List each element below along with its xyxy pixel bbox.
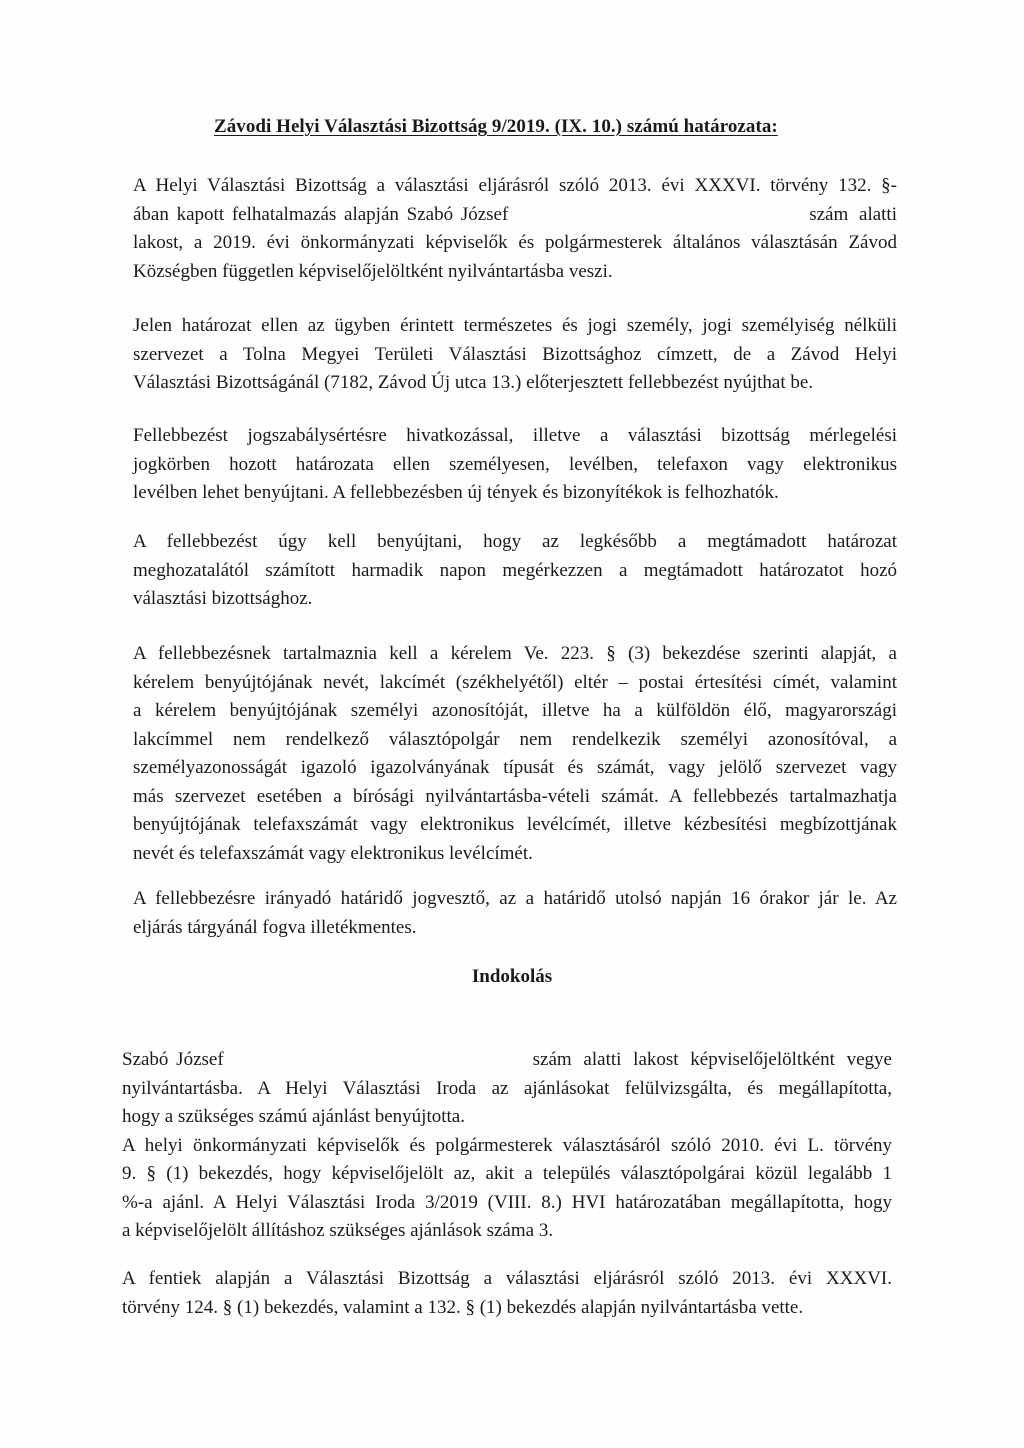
conclusion-paragraph [122, 1265, 892, 1322]
text-line: szervezet a Tolna Megyei Területi Választási Bizottsághoz címzett, de a Závod Helyi [133, 343, 897, 365]
text-line: A fellebbezésnek tartalmaznia kell a kérelem Ve. 223. § (3) bekezdése szerinti alapját, a [133, 643, 897, 664]
text-line: eljárás tárgyánál fogva illetékmentes. [133, 916, 417, 938]
text-line: kérelem benyújtójának nevét, lakcímét (székhelyétől) eltér – postai értesítési címét, valamint [133, 671, 897, 693]
text-line: nyilvántartásba. A Helyi Választási Iroda az ajánlásokat felülvizsgálta, és megállapította, [122, 1077, 892, 1099]
text-line-part: szám alatti lakost képviselőjelöltként vegye [532, 1049, 892, 1070]
text-line: meghozatalától számított harmadik napon megérkezzen a megtámadott határozatot hozó [133, 559, 897, 581]
appeal-deadline-paragraph [133, 528, 897, 614]
text-line: lakcímmel nem rendelkező választópolgár nem rendelkezik személyi azonosítóval, a [133, 728, 897, 750]
text-line: hogy a szükséges számú ajánlást benyújtotta. [122, 1106, 465, 1127]
text-line: a kérelem benyújtójának személyi azonosítóját, illetve ha a külföldön élő, magyarországi [133, 700, 897, 721]
text-line: jogkörben hozott határozata ellen személyesen, levélben, telefaxon vagy elektronikus [133, 453, 897, 475]
text-line: A fentiek alapján a Választási Bizottság a választási eljárásról szóló 2013. évi XXXVI. [122, 1268, 892, 1289]
text-line: benyújtójának telefaxszámát vagy elektronikus levélcímét, illetve kézbesítési megbízottjának [133, 814, 897, 835]
text-line: A fellebbezésre irányadó határidő jogvesztő, az a határidő utolsó napján 16 órakor jár le. Az [133, 888, 897, 909]
text-line: Községben független képviselőjelöltként nyilvántartásba veszi. [133, 260, 613, 282]
text-line: Választási Bizottságánál (7182, Závod Új utca 13.) előterjesztett fellebbezést nyújthat be. [133, 372, 814, 393]
text-line: más szervezet esetében a bírósági nyilvántartásba-vételi számát. A fellebbezés tartalmazhatja [133, 785, 897, 807]
text-line: A helyi önkormányzati képviselők és polgármesterek választásáról szóló 2010. évi L. törvény [122, 1134, 892, 1156]
appeal-grounds-paragraph [133, 422, 897, 508]
text-line-part: szám alatti [809, 203, 897, 225]
text-line: lakost, a 2019. évi önkormányzati képviselők és polgármesterek általános választásán Závod [133, 232, 897, 253]
text-line: 9. § (1) bekezdés, hogy képviselőjelölt az, akit a település választópolgárai közül legalább 1 [122, 1163, 892, 1184]
text-line: %-a ajánl. A Helyi Választási Iroda 3/2019 (VIII. 8.) HVI határozatában megállapította, hogy [122, 1191, 892, 1213]
text-line: levélben lehet benyújtani. A fellebbezésben új tények és bizonyítékok is felhozhatók. [133, 482, 779, 503]
reasoning-heading: Indokolás [471, 966, 553, 987]
text-line: A Helyi Választási Bizottság a választási eljárásról szóló 2013. évi XXXVI. törvény 132. §- [133, 175, 897, 196]
text-line: Fellebbezést jogszabálysértésre hivatkozással, illetve a választási bizottság mérlegelési [133, 425, 897, 446]
text-line: személyazonosságát igazoló igazolványának típusát és számát, vagy jelölő szervezet vagy [133, 757, 897, 778]
appeal-right-paragraph [133, 312, 897, 398]
text-line: törvény 124. § (1) bekezdés, valamint a 132. § (1) bekezdés alapján nyilvántartásba vette. [122, 1296, 804, 1318]
text-line [122, 1046, 892, 1075]
text-line: A fellebbezést úgy kell benyújtani, hogy az legkésőbb a megtámadott határozat [133, 531, 897, 552]
text-line-part: ában kapott felhatalmazás alapján Szabó József [133, 203, 509, 225]
text-line: nevét és telefaxszámát vagy elektronikus levélcímét. [133, 842, 533, 864]
text-line: választási bizottsághoz. [133, 588, 313, 609]
text-line [133, 201, 897, 230]
decision-paragraph [133, 172, 897, 286]
text-line: a képviselőjelölt állításhoz szükséges ajánlások száma 3. [122, 1220, 554, 1241]
deadline-fees-paragraph [133, 885, 897, 942]
text-line-part: Szabó József [122, 1049, 224, 1070]
appeal-content-paragraph [133, 640, 897, 868]
document-title: Závodi Helyi Választási Bizottság 9/2019. (IX. 10.) számú határozata: [214, 116, 778, 137]
reasoning-paragraph [122, 1046, 892, 1246]
text-line: Jelen határozat ellen az ügyben érintett természetes és jogi személy, jogi személyiség nélküli [133, 315, 897, 336]
